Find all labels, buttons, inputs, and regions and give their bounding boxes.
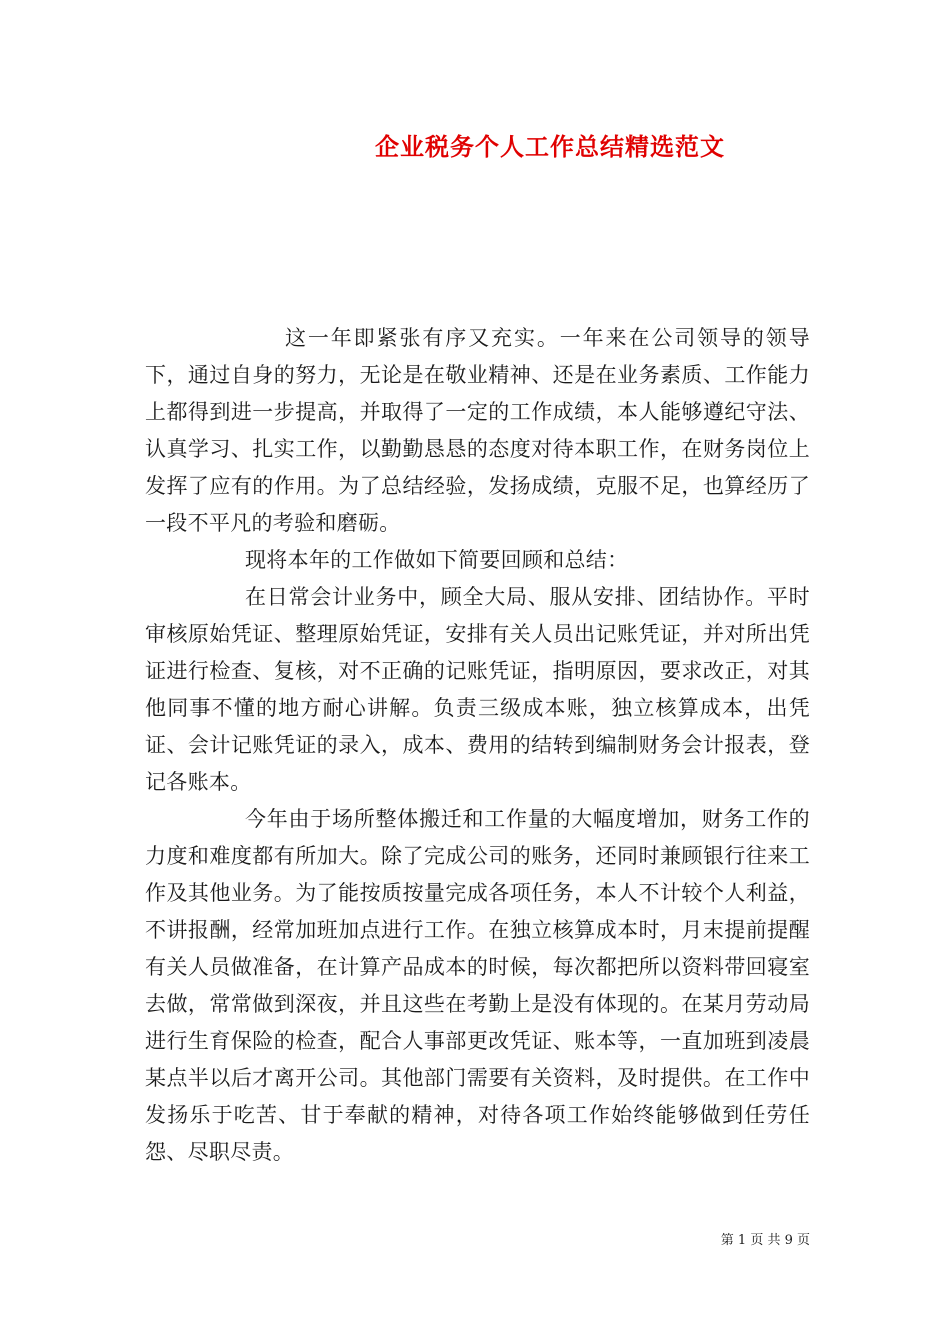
page-number: 第 1 页 共 9 页: [720, 1233, 810, 1248]
paragraph-intro: 这一年即紧张有序又充实。一年来在公司领导的领导下，通过自身的努力，无论是在敬业精神、还是在业务素质、工作能力上都得到进一步提高，并取得了一定的工作成绩，本人能够遵纪守法、认真学习、扎实工作，以勤勤恳恳的态度对待本职工作，在财务岗位上发挥了应有的作用。为了总结经验，发扬成绩，克服不足，也算经历了一段不平凡的考验和磨砺。: [145, 326, 810, 535]
document-body: [145, 320, 810, 1171]
document-title: 企业税务个人工作总结精选范文: [375, 132, 725, 161]
paragraph-summary-lead: 现将本年的工作做如下简要回顾和总结：: [245, 548, 629, 572]
paragraph-workload: 今年由于场所整体搬迁和工作量的大幅度增加，财务工作的力度和难度都有所加大。除了完成公司的账务，还同时兼顾银行往来工作及其他业务。为了能按质按量完成各项任务，本人不计较个人利益，不讲报酬，经常加班加点进行工作。在独立核算成本时，月末提前提醒有关人员做准备，在计算产品成本的时候，每次都把所以资料带回寝室去做，常常做到深夜，并且这些在考勤上是没有体现的。在某月劳动局进行生育保险的检查，配合人事部更改凭证、账本等，一直加班到凌晨某点半以后才离开公司。其他部门需要有关资料，及时提供。在工作中发扬乐于吃苦、甘于奉献的精神，对待各项工作始终能够做到任劳任怨、尽职尽责。: [145, 807, 810, 1164]
paragraph-daily-accounting: 在日常会计业务中，顾全大局、服从安排、团结协作。平时审核原始凭证、整理原始凭证，安排有关人员出记账凭证，并对所出凭证进行检查、复核，对不正确的记账凭证，指明原因，要求改正，对其他同事不懂的地方耐心讲解。负责三级成本账，独立核算成本，出凭证、会计记账凭证的录入，成本、费用的结转到编制财务会计报表，登记各账本。: [145, 585, 810, 794]
